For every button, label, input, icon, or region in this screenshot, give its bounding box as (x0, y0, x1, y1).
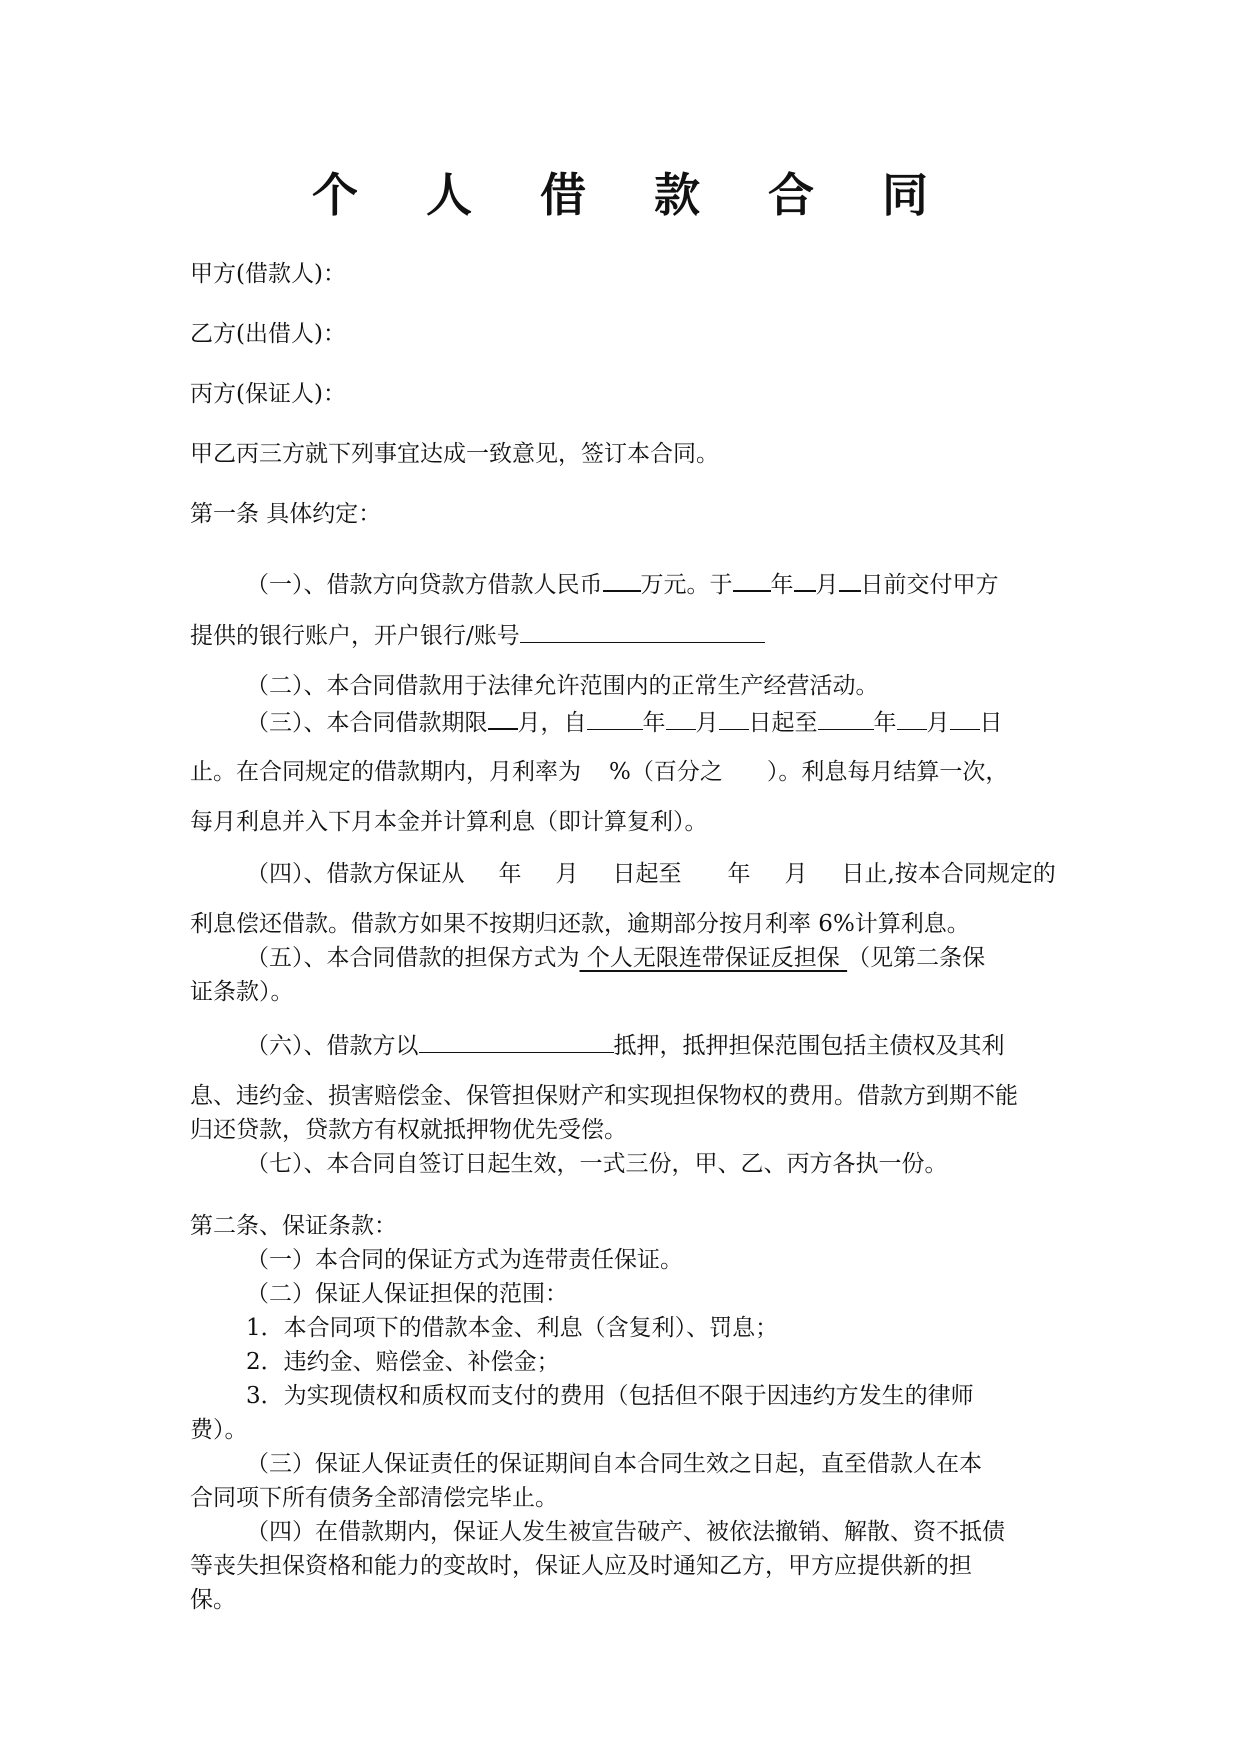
article-2-clause-2: （二）保证人保证担保的范围： (246, 1281, 568, 1307)
clause-4-line-1: （四）、借款方保证从 年 月 日起至 年 月 日止,按本合同规定的 (246, 861, 1056, 887)
bank-account-blank (520, 618, 765, 643)
clause-2: （二）、本合同借款用于法律允许范围内的正常生产经营活动。 (246, 673, 879, 699)
end-month-blank (897, 705, 927, 730)
end-day-blank (950, 705, 980, 730)
clause-6-line-3: 归还贷款，贷款方有权就抵押物优先受偿。 (190, 1117, 627, 1143)
party-a-label: 甲方(借款人)： (190, 261, 346, 287)
article-2-item-3-line-1: 3．为实现债权和质权而支付的费用（包括但不限于因违约方发生的律师 (246, 1383, 974, 1409)
clause-6-line-2: 息、违约金、损害赔偿金、保管担保财产和实现担保物权的费用。借款方到期不能 (190, 1083, 1018, 1109)
article-2-clause-4-line-1: （四）在借款期内，保证人发生被宣告破产、被依法撤销、解散、资不抵债 (246, 1519, 1005, 1545)
article-2-clause-3-line-2: 合同项下所有债务全部清偿完毕止。 (190, 1485, 558, 1511)
article-2-clause-4-line-3: 保。 (190, 1587, 236, 1613)
article-2-clause-3-line-1: （三）保证人保证责任的保证期间自本合同生效之日起，直至借款人在本 (246, 1451, 982, 1477)
clause-6-line-1: （六）、借款方以 抵押，抵押担保范围包括主债权及其利 (246, 1028, 1005, 1062)
clause-5-line-2: 证条款）。 (190, 979, 294, 1005)
article-2-item-2: 2．违约金、赔偿金、补偿金； (246, 1349, 560, 1375)
clause-5-line-1: （五）、本合同借款的担保方式为 个人无限连带保证反担保 （见第二条保 (246, 945, 986, 971)
clause-3-line-2: 止。在合同规定的借款期内，月利率为 %（百分之 ）。利息每月结算一次， (190, 759, 1009, 785)
amount-blank (603, 566, 641, 592)
clause-7: （七）、本合同自签订日起生效，一式三份，甲、乙、丙方各执一份。 (246, 1151, 948, 1177)
article-2-heading: 第二条、保证条款： (190, 1213, 397, 1239)
year-blank (733, 566, 771, 592)
article-2-clause-4-line-2: 等丧失担保资格和能力的变故时，保证人应及时通知乙方，甲方应提供新的担 (190, 1553, 972, 1579)
clause-3-line-1: （三）、本合同借款期限 月，自 年 月 日起至 年 月 日 (246, 704, 1003, 739)
month-blank (794, 566, 816, 592)
guarantee-method: 个人无限连带保证反担保 (579, 945, 848, 971)
start-month-blank (666, 705, 696, 730)
clause-1-line-1: （一）、借款方向贷款方借款人民币 万元。于 年 月 日前交付甲方 (246, 566, 999, 601)
start-day-blank (719, 705, 749, 730)
article-2-item-1: 1．本合同项下的借款本金、利息（含复利）、罚息； (246, 1315, 779, 1341)
party-c-label: 丙方(保证人)： (190, 381, 346, 407)
term-months-blank (488, 704, 518, 730)
end-year-blank (818, 705, 874, 730)
collateral-blank (419, 1028, 614, 1053)
day-blank (839, 566, 861, 592)
article-1-heading: 第一条 具体约定： (190, 501, 382, 527)
article-2-clause-1: （一）本合同的保证方式为连带责任保证。 (246, 1247, 683, 1273)
intro-paragraph: 甲乙丙三方就下列事宜达成一致意见，签订本合同。 (190, 441, 719, 467)
start-year-blank (587, 705, 643, 730)
clause-3-line-3: 每月利息并入下月本金并计算利息（即计算复利）。 (190, 809, 708, 835)
clause-1-line-2: 提供的银行账户，开户银行/账号 (190, 618, 765, 652)
party-b-label: 乙方(出借人)： (190, 321, 346, 347)
document-title: 个 人 借 款 合 同 (311, 168, 955, 222)
clause-4-line-2: 利息偿还借款。借款方如果不按期归还款，逾期部分按月利率 6%计算利息。 (190, 911, 970, 937)
article-2-item-3-line-2: 费）。 (190, 1417, 248, 1443)
